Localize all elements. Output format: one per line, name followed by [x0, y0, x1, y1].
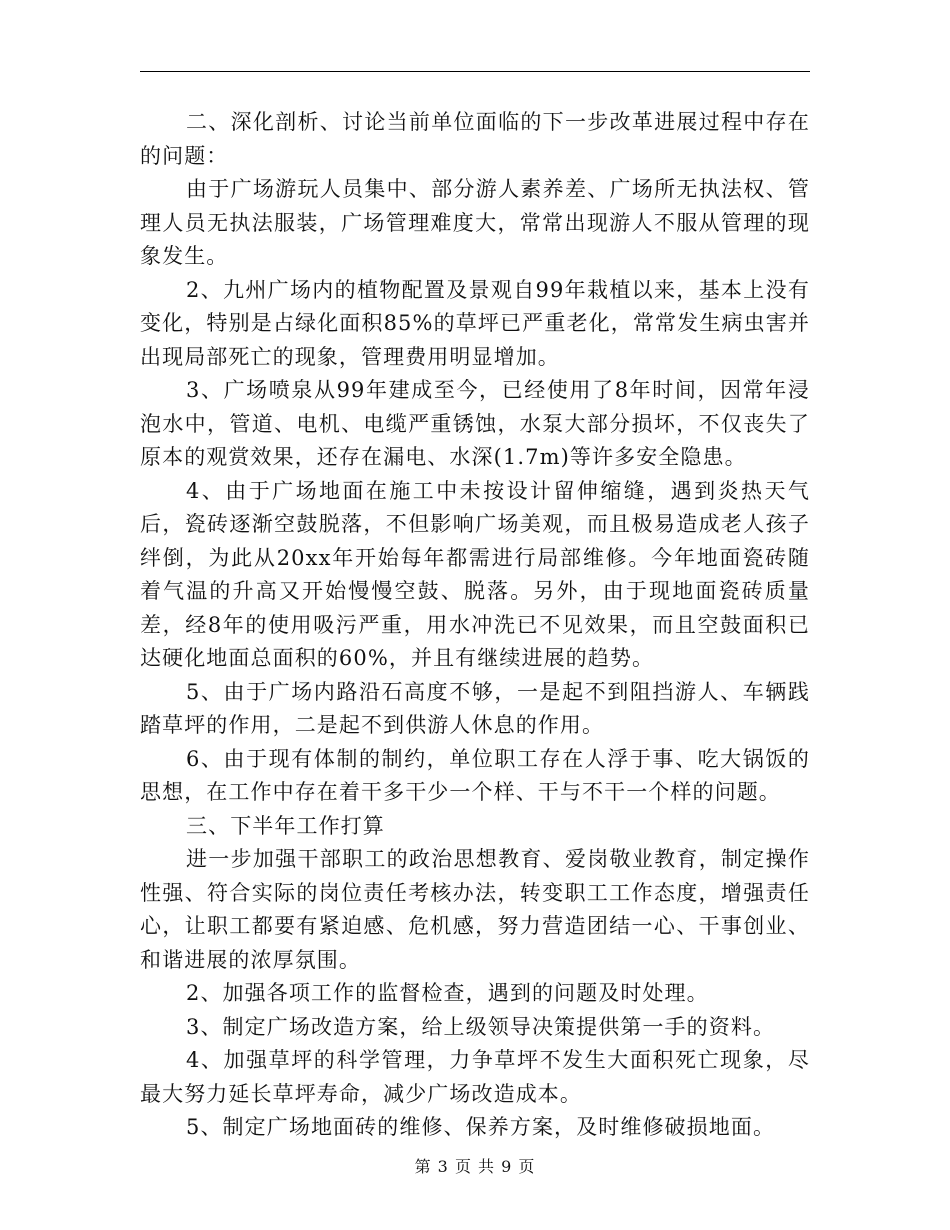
paragraph-plan-1: 进一步加强干部职工的政治思想教育、爱岗敬业教育，制定操作性强、符合实际的岗位责任考核办法，转变职工工作态度，增强责任心，让职工都要有紧迫感、危机感，努力营造团结一心、干事创业、和谐进展的浓厚氛围。: [140, 847, 810, 972]
paragraph-issue-2: 2、九州广场内的植物配置及景观自99年栽植以来，基本上没有变化，特别是占绿化面积85%的草坪已严重老化，常常发生病虫害并出现局部死亡的现象，管理费用明显增加。: [140, 277, 810, 369]
paragraph-issue-1: 由于广场游玩人员集中、部分游人素养差、广场所无执法权、管理人员无执法服装，广场管理难度大，常常出现游人不服从管理的现象发生。: [140, 177, 810, 268]
paragraph-issue-3: 3、广场喷泉从99年建成至今，已经使用了8年时间，因常年浸泡水中，管道、电机、电缆严重锈蚀，水泵大部分损坏，不仅丧失了原本的观赏效果，还存在漏电、水深(1.7m)等许多安全隐患。: [140, 378, 810, 469]
paragraph-plan-5: 5、制定广场地面砖的维修、保养方案，及时维修破损地面。: [186, 1115, 776, 1139]
paragraph-plan-4: 4、加强草坪的科学管理，力争草坪不发生大面积死亡现象，尽最大努力延长草坪寿命，减少广场改造成本。: [140, 1048, 810, 1106]
paragraph-issue-4: 4、由于广场地面在施工中未按设计留伸缩缝，遇到炎热天气后，瓷砖逐渐空鼓脱落，不但影响广场美观，而且极易造成老人孩子绊倒，为此从20xx年开始每年都需进行局部维修。今年地面瓷砖随着气温的升高又开始慢慢空鼓、脱落。另外，由于现地面瓷砖质量差，经8年的使用吸污严重，用水冲洗已不见效果，而且空鼓面积已达硬化地面总面积的60%，并且有继续进展的趋势。: [140, 478, 810, 670]
body-text: [140, 106, 810, 1145]
paragraph-issue-5: 5、由于广场内路沿石高度不够，一是起不到阻挡游人、车辆践踏草坪的作用，二是起不到供游人休息的作用。: [140, 679, 810, 737]
paragraph-plan-3: 3、制定广场改造方案，给上级领导决策提供第一手的资料。: [186, 1014, 776, 1039]
paragraph-section-3-heading: 三、下半年工作打算: [186, 813, 385, 838]
paragraph-issue-6: 6、由于现有体制的制约，单位职工存在人浮于事、吃大锅饭的思想，在工作中存在着干多干少一个样、干与不干一个样的问题。: [140, 746, 810, 804]
page-footer: 第 3 页 共 9 页: [414, 1157, 536, 1176]
header-rule: [140, 71, 810, 72]
paragraph-section-2-heading: 二、深化剖析、讨论当前单位面临的下一步改革进展过程中存在的问题：: [140, 110, 810, 168]
paragraph-plan-2: 2、加强各项工作的监督检查，遇到的问题及时处理。: [186, 981, 709, 1005]
